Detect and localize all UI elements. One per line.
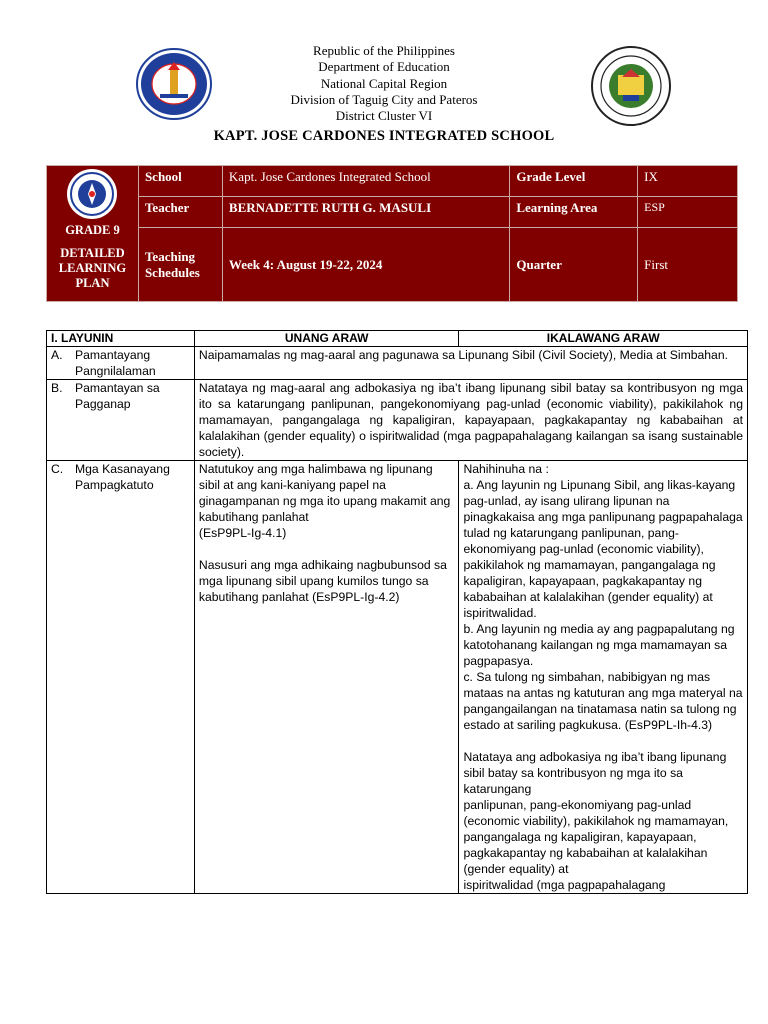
header-line: Department of Education (318, 59, 450, 75)
info-table (46, 165, 738, 302)
row-content: Natataya ng mag-aaral ang adbokasiya ng iba’t ibang lipunang sibil batay sa kontribusyon ng mga ito sa katarungang panlipunan, pangekonomiyang pag-unlad (economic viability), pakikilahok ng mamamayan, pangangalaga ng kapaligiran, kapayapaan, pagkakapantay ng kababaihan at kalalakihan (gender equality) o ispiritwalidad (mga pagpapahalagang kailangan sa isang sustainable society). (194, 380, 747, 461)
row-letter: B. (51, 381, 63, 395)
deped-seal-icon (66, 168, 118, 220)
row-label-cell (47, 347, 195, 380)
schedule-value: Week 4: August 19-22, 2024 (222, 228, 509, 302)
quarter-value: First (638, 228, 738, 302)
grade-label: GRADE 9 (65, 223, 120, 237)
row-label-text: Mga Kasanayang Pampagkatuto (75, 462, 170, 492)
plan-title-cell (47, 166, 139, 302)
header-ikalawang-araw: IKALAWANG ARAW (459, 331, 748, 347)
header-line: Republic of the Philippines (313, 43, 455, 58)
row-label (51, 461, 190, 493)
plan-table (46, 330, 748, 894)
row-label-cell (47, 380, 195, 461)
header-unang-araw: UNANG ARAW (194, 331, 459, 347)
teacher-label: Teacher (138, 197, 222, 228)
header-line: Division of Taguig City and Pateros (290, 91, 478, 107)
row-label-text: Pamantayang Pangnilalaman (75, 348, 156, 378)
document-header (0, 0, 768, 160)
row-label (51, 380, 190, 412)
schedule-label: Teaching Schedules (138, 228, 222, 302)
row-letter: A. (51, 348, 63, 362)
day2-content: Nahihinuha na : a. Ang layunin ng Lipunang Sibil, ang likas-kayang pag-unlad, ay isang ulirang lipunan na pinagkakaisa ang mga panlipunang pagpapahalaga tulad ng katarungang panlipunan, pang-ekonomiyang pag-unlad (economic viability), pakikilahok ng mamamayan, pangangalaga ng kapaligiran, kapayapaan, pagkakapantay ng kababaihan at kalalakihan (gender equality) at ispiritwalidad. b. Ang layunin ng media ay ang pagpapalutang ng katotohanang kailangan ng mga mamamayan sa pagpapasya. c. Sa tulong ng simbahan, nabibigyan ng mas mataas na antas ng katuturan ang mga materyal na pangangailangan na tinatamasa natin sa tulong ng estado at sariling pagkukusa. (EsP9PL-Ih-4.3) Natataya ang adbokasiya ng iba’t ibang lipunang sibil batay sa kontribusyon ng mga ito sa katarungang panlipunan, pang-ekonomiyang pag-unlad (economic viability), pakikilahok ng mamamayan, pangangalaga ng kapaligiran, kapayapaan, pagkakapantay ng kababaihan at kalalakihan (gender equality) at ispiritwalidad (mga pagpapahalagang (459, 461, 748, 894)
header-line: National Capital Region (320, 75, 448, 91)
grade-level-value: IX (638, 166, 738, 197)
table-row (47, 461, 748, 894)
learning-area-label: Learning Area (510, 197, 638, 228)
learning-area-value: ESP (638, 197, 738, 228)
teacher-value: BERNADETTE RUTH G. MASULI (222, 197, 509, 228)
plan-title: DETAILED LEARNING PLAN (58, 246, 127, 290)
grade-level-label: Grade Level (510, 166, 638, 197)
quarter-label: Quarter (510, 228, 638, 302)
plan-header-row (47, 331, 748, 347)
row-label-cell (47, 461, 195, 894)
header-layunin: I. LAYUNIN (47, 331, 195, 347)
header-line: District Cluster VI (335, 108, 433, 124)
row-label (51, 347, 190, 379)
row-label-text: Pamantayan sa Pagganap (75, 381, 160, 411)
table-row (47, 380, 748, 461)
table-row (47, 347, 748, 380)
school-value: Kapt. Jose Cardones Integrated School (222, 166, 509, 197)
division-taguig-pateros-seal-icon (590, 45, 672, 127)
row-letter: C. (51, 462, 64, 476)
school-label: School (138, 166, 222, 197)
school-title: KAPT. JOSE CARDONES INTEGRATED SCHOOL (213, 128, 555, 144)
row-content: Naipamamalas ng mag-aaral ang pagunawa sa Lipunang Sibil (Civil Society), Media at Simbahan. (194, 347, 747, 380)
day1-content: Natutukoy ang mga halimbawa ng lipunang sibil at ang kani-kaniyang papel na ginagampanan ng mga ito upang makamit ang kabutihang panlahat (EsP9PL-Ig-4.1) Nasusuri ang mga adhikaing nagbubunsod sa mga lipunang sibil upang kumilos tungo sa kabutihang panlahat (EsP9PL-Ig-4.2) (194, 461, 459, 894)
